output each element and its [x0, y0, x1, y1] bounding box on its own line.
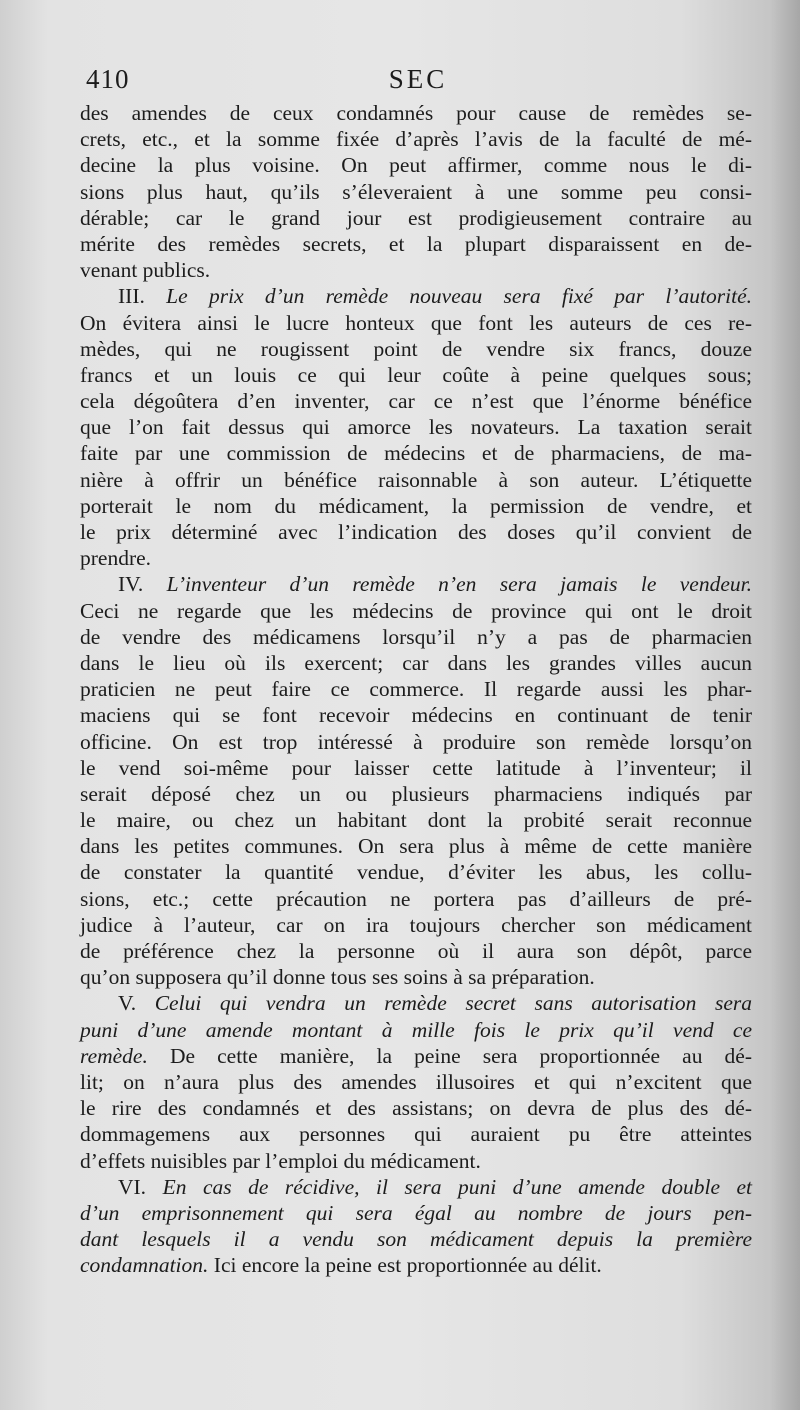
text-line — [80, 938, 752, 964]
article-number: V. — [118, 991, 155, 1016]
text-line — [80, 1095, 752, 1121]
line-text: venant publics. — [80, 258, 211, 283]
text-line — [80, 886, 752, 912]
text-line — [80, 1226, 752, 1252]
italic-text: condamnation. — [80, 1253, 209, 1278]
text-line — [80, 179, 752, 205]
text-line — [80, 205, 752, 231]
text-line — [80, 310, 752, 336]
text-line — [80, 283, 752, 309]
line-text: le maire, ou chez un habitant dont la probité serait reconnue — [80, 808, 752, 833]
line-text: nière à offrir un bénéfice raisonnable à son auteur. L’étiquette — [80, 467, 752, 492]
italic-text: L’inventeur d’un remède n’en sera jamais le vendeur. — [166, 572, 753, 597]
line-text: mérite des remèdes secrets, et la plupart disparaissent en de- — [80, 231, 752, 256]
line-text: prendre. — [80, 546, 152, 571]
text-line — [80, 519, 752, 545]
text-line — [80, 676, 752, 702]
line-text: que l’on fait dessus qui amorce les novateurs. La taxation serait — [80, 415, 752, 440]
line-text: decine la plus voisine. On peut affirmer, comme nous le di- — [80, 153, 752, 178]
text-line — [80, 807, 752, 833]
text-line — [80, 1200, 752, 1226]
text-line — [80, 336, 752, 362]
line-text: sions, etc.; cette précaution ne portera pas d’ailleurs de pré- — [80, 886, 752, 911]
text-line — [80, 467, 752, 493]
line-text: praticien ne peut faire ce commerce. Il regarde aussi les phar- — [80, 677, 752, 702]
line-text: Ceci ne regarde que les médecins de province qui ont le droit — [80, 598, 752, 623]
article-number: VI. — [118, 1174, 163, 1199]
text-line — [80, 990, 752, 1016]
text-line — [80, 1069, 752, 1095]
page-header — [86, 64, 750, 98]
text-line — [80, 912, 752, 938]
line-text: qu’on supposera qu’il donne tous ses soins à sa préparation. — [80, 965, 595, 990]
italic-text: dant lesquels il a vendu son médicament depuis la première — [80, 1227, 752, 1252]
line-text: le prix déterminé avec l’indication des doses qu’il convient de — [80, 520, 752, 544]
line-text: lit; on n’aura plus des amendes illusoires et qui n’excitent que — [80, 1069, 752, 1094]
text-line — [80, 257, 752, 283]
italic-text: puni d’une amende montant à mille fois le prix qu’il vend ce — [80, 1017, 752, 1042]
line-text: cela dégoûtera d’en inventer, car ce n’est que l’énorme bénéfice — [80, 389, 752, 414]
italic-text: Le prix d’un remède nouveau sera fixé par l’autorité. — [166, 284, 752, 309]
text-line — [80, 152, 752, 178]
italic-text: d’un emprisonnement qui sera égal au nombre de jours pen- — [80, 1200, 752, 1225]
line-text: On évitera ainsi le lucre honteux que font les auteurs de ces re- — [80, 310, 752, 335]
text-line — [80, 362, 752, 388]
text-line — [80, 100, 752, 126]
line-text: officine. On est trop intéressé à produire son remède lorsqu’on — [80, 729, 752, 754]
line-text: Ici encore la peine est proportionnée au délit. — [208, 1253, 602, 1278]
text-line — [80, 1174, 752, 1200]
text-line — [80, 414, 752, 440]
italic-text: remède. — [80, 1043, 148, 1068]
text-line — [80, 1148, 752, 1174]
page-number: 410 — [86, 64, 130, 94]
article-number: IV. — [118, 572, 167, 597]
text-line — [80, 1252, 752, 1278]
text-line — [80, 571, 752, 597]
line-text: le rire des condamnés et des assistans; on devra de plus des dé- — [80, 1096, 752, 1121]
line-text: d’effets nuisibles par l’emploi du médicament. — [80, 1148, 481, 1173]
text-line — [80, 755, 752, 781]
page-edge-shadow — [770, 0, 800, 1410]
line-text: judice à l’auteur, car on ira toujours chercher son médicament — [80, 912, 752, 937]
text-line — [80, 1043, 752, 1069]
text-line — [80, 598, 752, 624]
line-text: des amendes de ceux condamnés pour cause de remèdes se- — [80, 101, 752, 125]
line-text: maciens qui se font recevoir médecins en continuant de tenir — [80, 703, 752, 728]
line-text: francs et un louis ce qui leur coûte à peine quelques sous; — [80, 362, 752, 387]
text-line — [80, 1121, 752, 1147]
text-line — [80, 624, 752, 650]
line-text: dans les petites communes. On sera plus à même de cette manière — [80, 834, 752, 859]
text-line — [80, 650, 752, 676]
text-line — [80, 388, 752, 414]
text-line — [80, 545, 752, 571]
line-text: porterait le nom du médicament, la permission de vendre, et — [80, 493, 752, 518]
line-text: faite par une commission de médecins et de pharmaciens, de ma- — [80, 441, 752, 466]
line-text: De cette manière, la peine sera proportionnée au dé- — [147, 1043, 752, 1068]
running-head: SEC — [388, 64, 448, 94]
line-text: dommagemens aux personnes qui auraient pu être atteintes — [80, 1122, 752, 1147]
text-line — [80, 1017, 752, 1043]
text-line — [80, 859, 752, 885]
line-text: sions plus haut, qu’ils s’éleveraient à une somme peu consi- — [80, 179, 752, 204]
italic-text: En cas de récidive, il sera puni d’une amende double et — [162, 1174, 752, 1199]
line-text: le vend soi-même pour laisser cette latitude à l’inventeur; il — [80, 755, 752, 780]
line-text: serait déposé chez un ou plusieurs pharmaciens indiqués par — [80, 781, 752, 806]
text-line — [80, 440, 752, 466]
text-line — [80, 781, 752, 807]
article-number: III. — [118, 284, 167, 309]
text-line — [80, 964, 752, 990]
line-text: mèdes, qui ne rougissent point de vendre six francs, douze — [80, 336, 752, 361]
body-text — [80, 100, 752, 1278]
text-line — [80, 231, 752, 257]
text-line — [80, 126, 752, 152]
line-text: de constater la quantité vendue, d’éviter les abus, les collu- — [80, 860, 752, 885]
line-text: de vendre des médicamens lorsqu’il n’y a pas de pharmacien — [80, 624, 752, 649]
line-text: crets, etc., et la somme fixée d’après l’avis de la faculté de mé- — [80, 127, 752, 152]
line-text: dans le lieu où ils exercent; car dans les grandes villes aucun — [80, 650, 752, 675]
line-text: de préférence chez la personne où il aura son dépôt, parce — [80, 939, 752, 963]
text-line — [80, 729, 752, 755]
text-line — [80, 493, 752, 519]
italic-text: Celui qui vendra un remède secret sans autorisation sera — [154, 991, 752, 1016]
text-line — [80, 702, 752, 728]
line-text: dérable; car le grand jour est prodigieusement contraire au — [80, 205, 752, 230]
text-line — [80, 833, 752, 859]
